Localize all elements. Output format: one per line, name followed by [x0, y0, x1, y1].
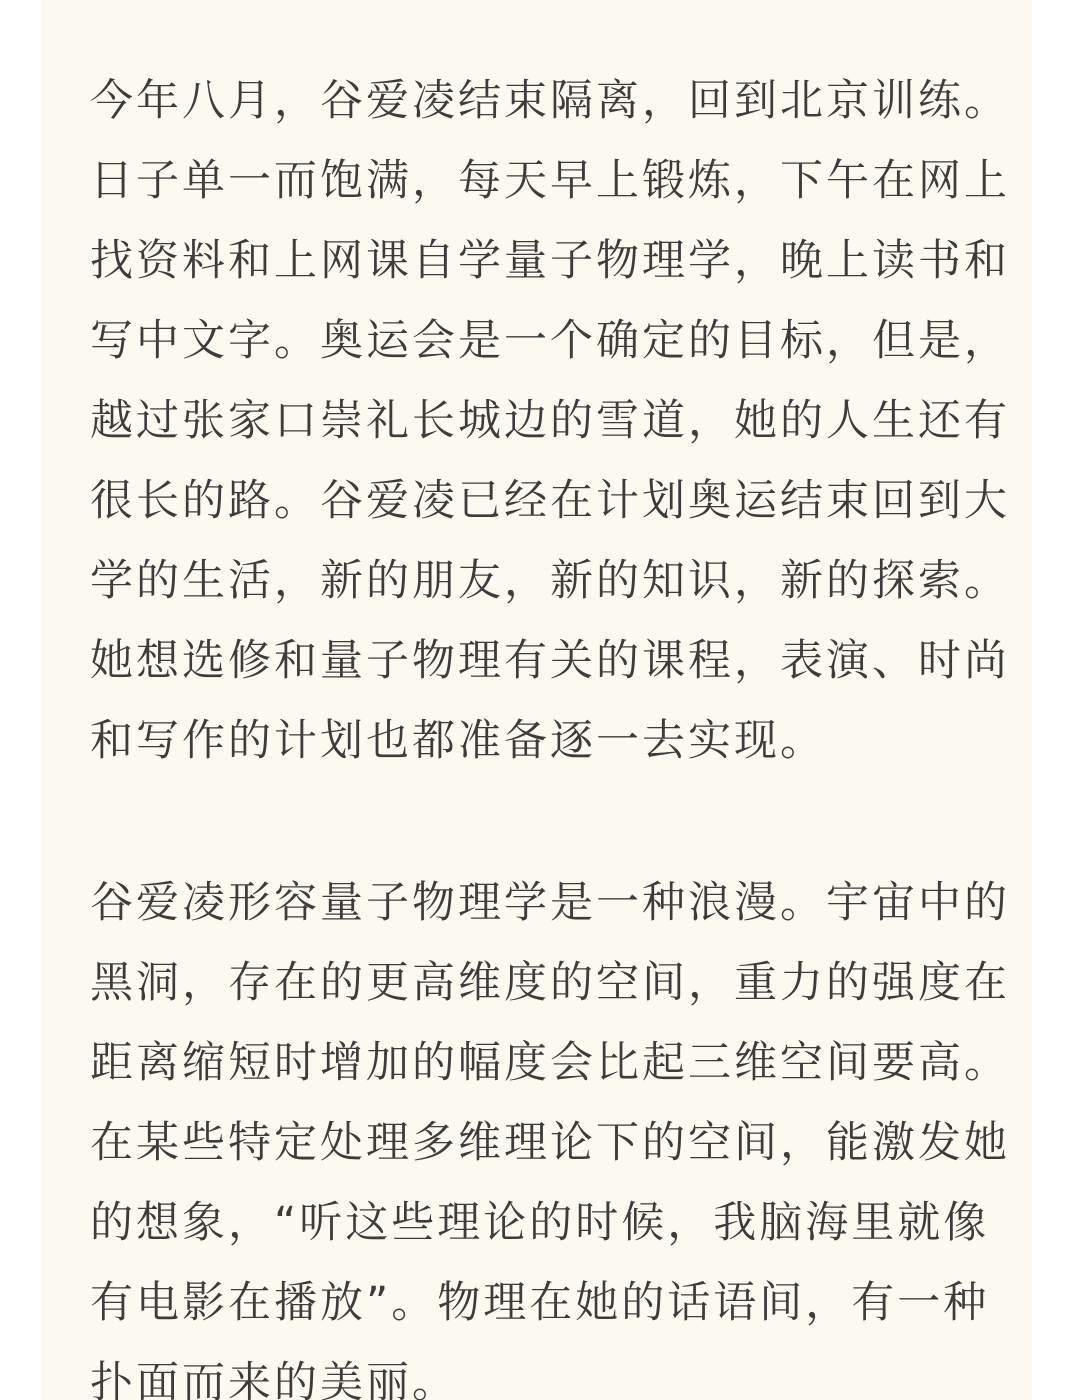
text-line: 找资料和上网课自学量子物理学，晚上读书和 [90, 236, 1010, 286]
article-paragraph [90, 863, 1010, 1400]
text-line: 距离缩短时增加的幅度会比起三维空间要高。 [90, 1038, 1010, 1088]
text-line: 日子单一而饱满，每天早上锻炼，下午在网上 [90, 156, 1010, 206]
text-line: 的想象，“听这些理论的时候，我脑海里就像 [90, 1198, 990, 1248]
text-line: 扑面而来的美丽。 [90, 1358, 458, 1400]
text-line: 今年八月，谷爱凌结束隔离，回到北京训练。 [90, 76, 1010, 126]
article-page [42, 0, 1032, 1400]
text-line: 学的生活，新的朋友，新的知识，新的探索。 [90, 556, 1010, 606]
text-line: 很长的路。谷爱凌已经在计划奥运结束回到大 [90, 476, 1010, 526]
text-line: 有电影在播放”。物理在她的话语间，有一种 [90, 1278, 990, 1328]
article-paragraph [90, 61, 1010, 781]
text-line: 和写作的计划也都准备逐一去实现。 [90, 716, 826, 766]
text-line: 在某些特定处理多维理论下的空间，能激发她 [90, 1118, 1010, 1168]
text-line: 越过张家口崇礼长城边的雪道，她的人生还有 [90, 396, 1010, 446]
text-line: 写中文字。奥运会是一个确定的目标，但是， [90, 316, 1010, 366]
text-line: 谷爱凌形容量子物理学是一种浪漫。宇宙中的 [90, 878, 1010, 928]
text-line: 黑洞，存在的更高维度的空间，重力的强度在 [90, 958, 1010, 1008]
text-line: 她想选修和量子物理有关的课程，表演、时尚 [90, 636, 1010, 686]
